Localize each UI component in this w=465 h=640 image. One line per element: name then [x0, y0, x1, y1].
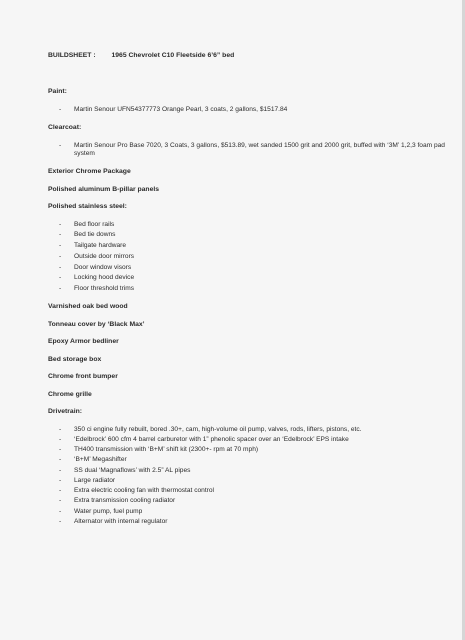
list-item: - Floor threshold trims — [48, 285, 448, 293]
list-item: - Alternator with internal regulator — [48, 518, 448, 526]
title-label: BUILDSHEET : — [48, 52, 96, 59]
section-list — [48, 106, 448, 114]
list-item: - Extra electric cooling fan with thermostat control — [48, 487, 448, 495]
section-heading: Polished aluminum B-pillar panels — [48, 185, 160, 193]
list-item: - Locking hood device — [48, 274, 448, 282]
section-heading: Varnished oak bed wood — [48, 303, 128, 311]
section-heading: Clearcoat: — [48, 124, 82, 132]
list-item: - 350 ci engine fully rebuilt, bored .30+, cam, high-volume oil pump, valves, rods, lifters, pistons, etc. — [48, 426, 448, 434]
section-drivetrain — [48, 408, 448, 526]
list-item: - Large radiator — [48, 477, 448, 485]
section-paint — [48, 88, 448, 114]
list-item: - Bed floor rails — [48, 221, 448, 229]
section-list — [48, 142, 448, 158]
list-item: - Outside door mirrors — [48, 253, 448, 261]
list-item: - TH400 transmission with ‘B+M’ shift kit (2300+- rpm at 70 mph) — [48, 446, 448, 454]
section-stainless — [48, 203, 448, 293]
section-heading: Bed storage box — [48, 355, 102, 363]
section-heading: Drivetrain: — [48, 408, 82, 416]
list-item: - SS dual ‘Magnaflows’ with 2.5” AL pipes — [48, 467, 448, 475]
section-heading: Exterior Chrome Package — [48, 168, 131, 176]
section-heading: Paint: — [48, 88, 67, 96]
section-heading: Polished stainless steel: — [48, 203, 127, 211]
list-item: - Extra transmission cooling radiator — [48, 497, 448, 505]
list-item: - Tailgate hardware — [48, 242, 448, 250]
list-item: - Door window visors — [48, 264, 448, 272]
document-title — [48, 52, 448, 60]
section-list — [48, 221, 448, 294]
section-heading: Tonneau cover by ‘Black Max’ — [48, 320, 145, 328]
list-item: - ‘Edelbrock’ 600 cfm 4 barrel carburetor with 1” phenolic spacer over an ‘Edelbrock’ EPS intake — [48, 436, 448, 444]
list-item: - Martin Senour UFN54377773 Orange Pearl, 3 coats, 2 gallons, $1517.84 — [48, 106, 448, 114]
buildsheet-document — [48, 52, 448, 536]
list-item: - Water pump, fuel pump — [48, 508, 448, 516]
section-heading: Chrome grille — [48, 390, 92, 398]
section-list — [48, 426, 448, 526]
section-heading: Chrome front bumper — [48, 373, 118, 381]
list-item: - Martin Senour Pro Base 7020, 3 Coats, 3 gallons, $513.89, wet sanded 1500 grit and 2000 grit, buffed with ‘3M’ 1,2,3 foam pad system — [48, 142, 448, 158]
section-heading: Epoxy Armor bedliner — [48, 338, 119, 346]
title-value: 1965 Chevrolet C10 Fleetside 6’6” bed — [111, 52, 235, 59]
section-clearcoat — [48, 124, 448, 158]
list-item: - ‘B+M’ Megashifter — [48, 456, 448, 464]
list-item: - Bed tie downs — [48, 231, 448, 239]
